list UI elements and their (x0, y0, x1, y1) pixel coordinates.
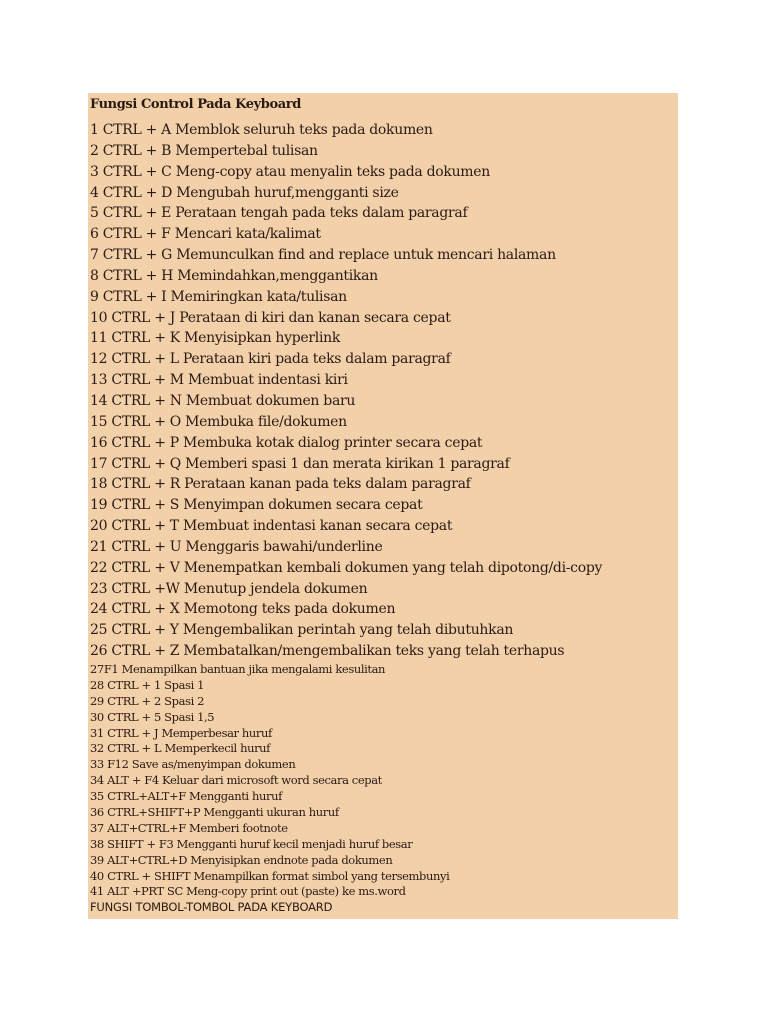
list-item: 18 CTRL + R Perataan kanan pada teks dalam paragraf (90, 476, 471, 493)
list-item: 35 CTRL+ALT+F Mengganti huruf (90, 789, 282, 804)
list-item: 19 CTRL + S Menyimpan dokumen secara cepat (90, 497, 423, 514)
list-item: 12 CTRL + L Perataan kiri pada teks dalam paragraf (90, 351, 451, 368)
list-item: 37 ALT+CTRL+F Memberi footnote (90, 820, 288, 835)
list-item: 13 CTRL + M Membuat indentasi kiri (90, 372, 348, 389)
list-item: 31 CTRL + J Memperbesar huruf (90, 725, 272, 740)
list-item: 21 CTRL + U Menggaris bawahi/underline (90, 538, 383, 555)
list-item: 29 CTRL + 2 Spasi 2 (90, 693, 205, 708)
list-item: 15 CTRL + O Membuka file/dokumen (90, 413, 347, 430)
list-item: 34 ALT + F4 Keluar dari microsoft word secara cepat (90, 773, 382, 788)
list-item: 39 ALT+CTRL+D Menyisipkan endnote pada dokumen (90, 852, 393, 867)
list-item: 3 CTRL + C Meng-copy atau menyalin teks pada dokumen (90, 163, 490, 180)
list-item: 8 CTRL + H Memindahkan,menggantikan (90, 267, 378, 284)
list-item: 10 CTRL + J Perataan di kiri dan kanan secara cepat (90, 309, 451, 326)
list-item: 1 CTRL + A Memblok seluruh teks pada dokumen (90, 122, 433, 138)
document-title: Fungsi Control Pada Keyboard (90, 97, 301, 112)
list-item: 20 CTRL + T Membuat indentasi kanan secara cepat (90, 518, 453, 535)
list-item: 5 CTRL + E Perataan tengah pada teks dalam paragraf (90, 205, 468, 222)
list-item: 14 CTRL + N Membuat dokumen baru (90, 392, 356, 409)
list-item: 16 CTRL + P Membuka kotak dialog printer secara cepat (90, 434, 483, 451)
extra-shortcut-list (90, 662, 678, 900)
list-item: 2 CTRL + B Mempertebal tulisan (90, 142, 318, 159)
shortcut-list (90, 120, 678, 662)
list-item: 7 CTRL + G Memunculkan find and replace untuk mencari halaman (90, 247, 556, 264)
list-item: 27F1 Menampilkan bantuan jika mengalami kesulitan (90, 661, 386, 676)
list-item: 22 CTRL + V Menempatkan kembali dokumen yang telah dipotong/di-copy (90, 559, 603, 576)
list-item: 38 SHIFT + F3 Mengganti huruf kecil menjadi huruf besar (90, 836, 413, 851)
list-item: 25 CTRL + Y Mengembalikan perintah yang telah dibutuhkan (90, 622, 514, 639)
list-item: 11 CTRL + K Menyisipkan hyperlink (90, 330, 341, 347)
document-footer: FUNGSI TOMBOL-TOMBOL PADA KEYBOARD (90, 900, 333, 915)
list-item: 4 CTRL + D Mengubah huruf,mengganti size (90, 184, 399, 201)
list-item: 17 CTRL + Q Memberi spasi 1 dan merata kirikan 1 paragraf (90, 455, 510, 472)
list-item: 36 CTRL+SHIFT+P Mengganti ukuran huruf (90, 804, 339, 819)
list-item: 30 CTRL + 5 Spasi 1,5 (90, 709, 215, 724)
list-item: 33 F12 Save as/menyimpan dokumen (90, 757, 296, 772)
list-item: 9 CTRL + I Memiringkan kata/tulisan (90, 288, 347, 305)
list-item: 26 CTRL + Z Membatalkan/mengembalikan teks yang telah terhapus (90, 643, 565, 660)
list-item: 32 CTRL + L Memperkecil huruf (90, 741, 271, 756)
list-item: 24 CTRL + X Memotong teks pada dokumen (90, 601, 396, 618)
list-item: 41 ALT +PRT SC Meng-copy print out (paste) ke ms.word (90, 884, 406, 899)
document-panel (88, 93, 678, 919)
list-item: 40 CTRL + SHIFT Menampilkan format simbol yang tersembunyi (90, 868, 450, 883)
list-item: 6 CTRL + F Mencari kata/kalimat (90, 226, 321, 243)
list-item: 23 CTRL +W Menutup jendela dokumen (90, 580, 368, 597)
list-item: 28 CTRL + 1 Spasi 1 (90, 677, 205, 692)
